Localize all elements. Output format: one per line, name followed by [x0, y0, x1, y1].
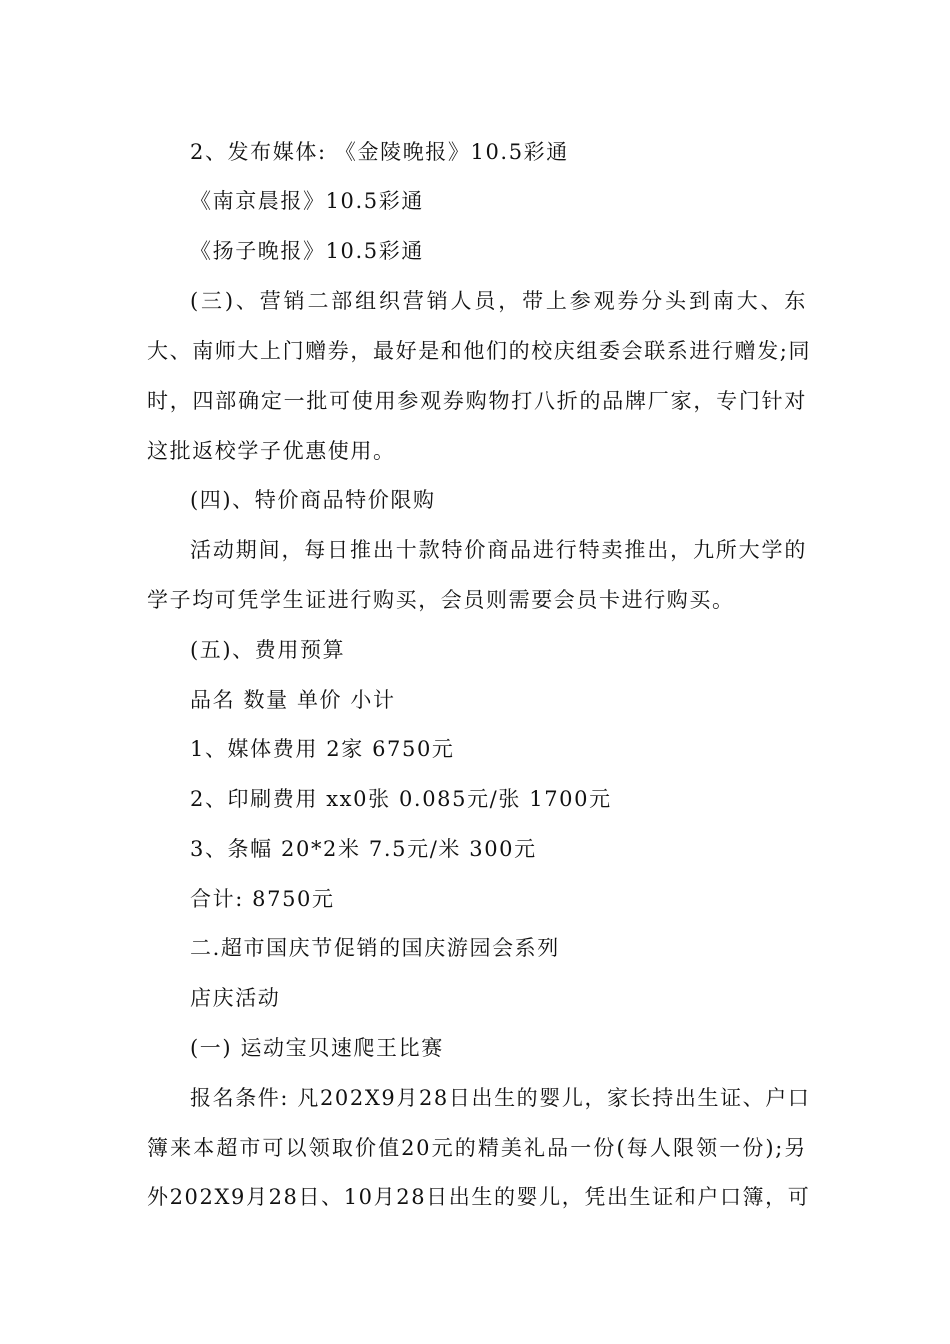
- paragraph-4-line-1: 活动期间，每日推出十款特价商品进行特卖推出，九所大学的: [190, 538, 807, 562]
- chapter-2-subheading: 店庆活动: [190, 986, 281, 1010]
- budget-header: 品名 数量 单价 小计: [190, 688, 396, 712]
- event-1-heading: (一) 运动宝贝速爬王比赛: [190, 1036, 444, 1060]
- budget-row-1: 1、媒体费用 2家 6750元: [190, 737, 455, 761]
- signup-line-1: 报名条件: 凡202X9月28日出生的婴儿，家长持出生证、户口: [190, 1086, 811, 1110]
- media-line-3: 《扬子晚报》10.5彩通: [190, 239, 424, 263]
- chapter-2-heading: 二.超市国庆节促销的国庆游园会系列: [190, 936, 560, 960]
- section-4-heading: (四)、特价商品特价限购: [190, 488, 436, 512]
- paragraph-3-line-1: (三)、营销二部组织营销人员，带上参观券分头到南大、东: [190, 289, 807, 313]
- media-line-1: 2、发布媒体: 《金陵晚报》10.5彩通: [190, 140, 569, 164]
- paragraph-4-line-2: 学子均可凭学生证进行购买，会员则需要会员卡进行购买。: [147, 588, 735, 612]
- section-5-heading: (五)、费用预算: [190, 638, 346, 662]
- signup-line-2: 簿来本超市可以领取价值20元的精美礼品一份(每人限领一份);另: [147, 1136, 807, 1160]
- budget-total: 合计: 8750元: [190, 887, 335, 911]
- signup-line-3: 外202X9月28日、10月28日出生的婴儿，凭出生证和户口簿，可: [147, 1185, 811, 1209]
- media-line-2: 《南京晨报》10.5彩通: [190, 189, 424, 213]
- paragraph-3-line-2: 大、南师大上门赠券，最好是和他们的校庆组委会联系进行赠发;同: [147, 339, 812, 363]
- paragraph-3-line-4: 这批返校学子优惠使用。: [147, 439, 396, 463]
- budget-row-2: 2、印刷费用 xx0张 0.085元/张 1700元: [190, 787, 612, 811]
- paragraph-3-line-3: 时，四部确定一批可使用参观券购物打八折的品牌厂家，专门针对: [147, 389, 807, 413]
- budget-row-3: 3、条幅 20*2米 7.5元/米 300元: [190, 837, 537, 861]
